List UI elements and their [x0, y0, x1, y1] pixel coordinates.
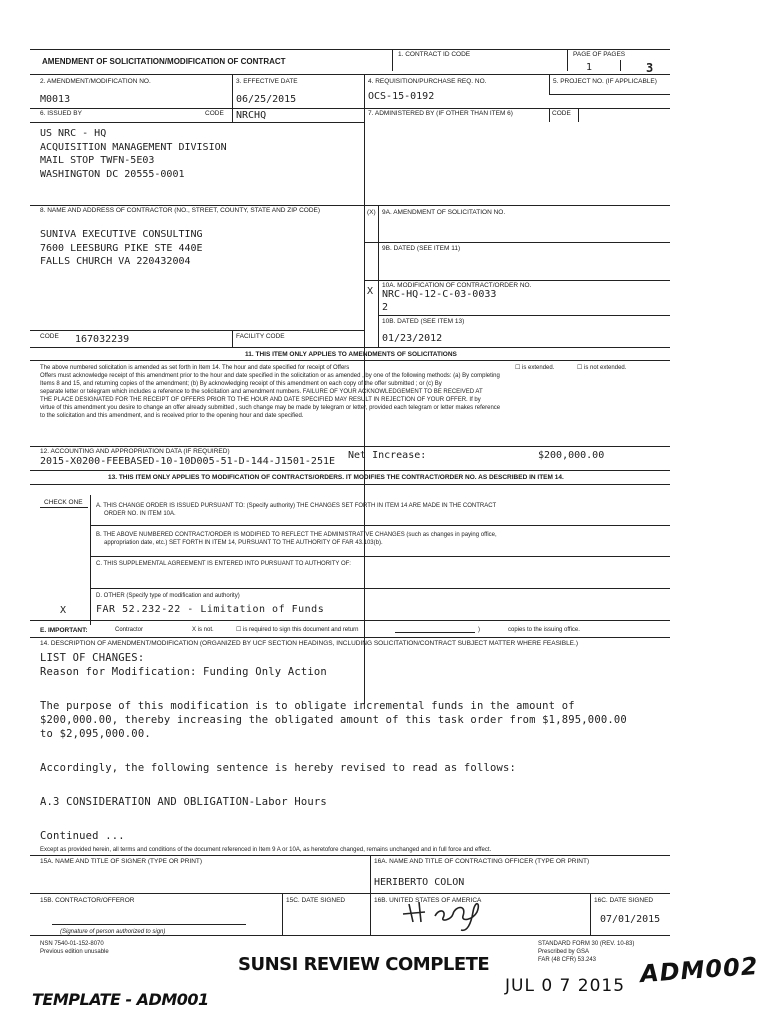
- check-10a: X: [367, 286, 374, 297]
- item13d: D. OTHER (Specify type of modification and authority): [96, 593, 240, 599]
- dated-10b: 01/23/2012: [382, 333, 443, 344]
- important-copies: copies to the issuing office.: [508, 627, 580, 633]
- nsn: NSN 7540-01-152-8070: [40, 941, 104, 947]
- facility-code-label: FACILITY CODE: [236, 333, 285, 340]
- item11-text: The above numbered solicitation is amended as set forth in Item 14. The hour and date specified for receipt of Offers ☐ is extended. ☐ is not extended. Offers must acknowledge receipt of this amendment prior to the hour and date specified in the solicitation or as amended , by one of the following methods: (a) By completing Items 8 and 15, and returning copies of the amendment; (b) By acknowledging receipt of this amendment on each copy of the offer submitted ; or (c) By separate letter or telegram which includes a reference to the solicitation and amendment numbers. FAILURE OF YOUR ACKNOWLEDGEMENT TO BE RECEIVED AT THE PLACE DESIGNATED FOR THE RECEIPT OF OFFERS PRIOR TO THE HOUR AND DATE SPECIFIED MAY RESULT IN REJECTION OF YOUR OFFER. If by virtue of this amendment you desire to change an offer already submitted , such change may be made by telegram or letter, provided each telegram or letter makes reference to the solicitation and this amendment, and is received prior to the opening hour and date specified.: [40, 365, 627, 419]
- x-column-label: (X): [367, 209, 376, 216]
- item14-label: 14. DESCRIPTION OF AMENDMENT/MODIFICATION (ORGANIZED BY UCF SECTION HEADINGS, INCLUDING SOLICITATION/CONTRACT SUBJECT MATTER WHERE FEASIBLE.): [40, 640, 578, 647]
- prescribed-by: Prescribed by GSA: [538, 949, 590, 955]
- mod-contract-no: NRC-HQ-12-C-03-0033: [382, 289, 497, 300]
- important-contractor: Contractor: [115, 627, 144, 633]
- adm-stamp: ADM002: [639, 951, 760, 989]
- officer-signature: [395, 892, 505, 934]
- net-change-amount: $200,000.00: [538, 450, 605, 461]
- previous-edition: Previous edition unusable: [40, 949, 109, 955]
- contractor-offeror-label: 15B. CONTRACTOR/OFFEROR: [40, 897, 135, 904]
- administered-by-label: 7. ADMINISTERED BY (IF OTHER THAN ITEM 6): [368, 110, 513, 117]
- dated-10b-label: 10B. DATED (SEE ITEM 13): [382, 318, 465, 325]
- date-stamp: JUL 0 7 2015: [505, 976, 626, 996]
- form-title: AMENDMENT OF SOLICITATION/MODIFICATION OF CONTRACT: [42, 57, 286, 66]
- amendment-no-label: 2. AMENDMENT/MODIFICATION NO.: [40, 78, 151, 85]
- issued-by-code-label: CODE: [205, 110, 224, 117]
- important-is-required: ☐ is required to sign this document and return: [236, 627, 359, 633]
- sunsi-review-stamp: SUNSI REVIEW COMPLETE: [238, 954, 490, 975]
- requisition-no: OCS-15-0192: [368, 91, 435, 102]
- contractor-code-label: CODE: [40, 333, 59, 340]
- amendment-no: M0013: [40, 94, 71, 105]
- signature-note: (Signature of person authorized to sign): [60, 929, 166, 935]
- important-is-not: X is not.: [192, 627, 214, 633]
- net-change-label: Net Increase:: [348, 450, 427, 461]
- standard-form: STANDARD FORM 30 (REV. 10-83): [538, 941, 635, 947]
- item13-title: 13. THIS ITEM ONLY APPLIES TO MODIFICATION OF CONTRACTS/ORDERS. IT MODIFIES THE CONTRACT/ORDER NO. AS DESCRIBED IN ITEM 14.: [108, 474, 564, 481]
- project-no-label: 5. PROJECT NO. (IF APPLICABLE): [553, 78, 657, 85]
- page-of-pages-label: PAGE OF PAGES: [573, 51, 626, 58]
- date-signed-15c-label: 15C. DATE SIGNED: [286, 897, 346, 904]
- officer-label: 16A. NAME AND TITLE OF CONTRACTING OFFICER (TYPE OR PRINT): [374, 858, 590, 865]
- us-label: 16B. UNITED STATES OF AMERICA: [374, 897, 482, 904]
- accounting-data: 2015-X0200-FEEBASED-10-10D005-51-D-144-J1501-251E: [40, 456, 336, 467]
- item14-description: LIST OF CHANGES: Reason for Modification: Funding Only Action The purpose of this modification is to obligate incremental funds in the amount of $200,000.00, thereby increasing the obligated amount of this task order from $1,895,000.00 to $2,095,000.00. Accordingly, the following sentence is hereby revised to read as follows: A.3 CONSIDERATION AND OBLIGATION-Labor Hours Continued ...: [40, 652, 627, 842]
- far-reference: FAR (48 CFR) 53.243: [538, 957, 597, 963]
- contract-id-label: 1. CONTRACT ID CODE: [398, 51, 471, 58]
- important-label: E. IMPORTANT:: [40, 627, 88, 634]
- contractor-code: 167032239: [75, 334, 130, 345]
- issued-by-label: 6. ISSUED BY: [40, 110, 82, 117]
- date-16c: 07/01/2015: [600, 914, 661, 925]
- amend-solicitation-label: 9A. AMENDMENT OF SOLICITATION NO.: [382, 209, 506, 216]
- requisition-label: 4. REQUISITION/PURCHASE REQ. NO.: [368, 78, 487, 85]
- template-stamp: TEMPLATE - ADM001: [32, 990, 209, 1009]
- check-13d: X: [60, 605, 67, 616]
- total-pages: 3: [646, 61, 654, 75]
- dated-9b-label: 9B. DATED (SEE ITEM 11): [382, 245, 461, 252]
- date-signed-16c-label: 16C. DATE SIGNED: [594, 897, 654, 904]
- signer-label: 15A. NAME AND TITLE OF SIGNER (TYPE OR PRINT): [40, 858, 203, 865]
- page-number: 1: [586, 62, 593, 73]
- item11-title: 11. THIS ITEM ONLY APPLIES TO AMENDMENTS OF SOLICITATIONS: [245, 351, 457, 358]
- contractor-address: SUNIVA EXECUTIVE CONSULTING 7600 LEESBURG PIKE STE 440E FALLS CHURCH VA 220432004: [40, 229, 203, 267]
- item13b: B. THE ABOVE NUMBERED CONTRACT/ORDER IS MODIFIED TO REFLECT THE ADMINISTRATIVE CHANGES (such as changes in paying office, appropriation date, etc.) SET FORTH IN ITEM 14, PURSUANT TO THE AUTHORITY OF FAR 43.103(b).: [96, 532, 497, 546]
- administered-code-label: CODE: [552, 110, 571, 117]
- check-one-label: CHECK ONE: [44, 499, 83, 506]
- mod-contract-label: 10A. MODIFICATION OF CONTRACT/ORDER NO.: [382, 282, 532, 289]
- issued-by-code: NRCHQ: [236, 110, 267, 121]
- item13c: C. THIS SUPPLEMENTAL AGREEMENT IS ENTERED INTO PURSUANT TO AUTHORITY OF:: [96, 561, 351, 567]
- item13a: A. THIS CHANGE ORDER IS ISSUED PURSUANT TO: (Specify authority) THE CHANGES SET FORTH IN ITEM 14 ARE MADE IN THE CONTRACT ORDER NO. IN ITEM 10A.: [96, 503, 497, 517]
- effective-date-label: 3. EFFECTIVE DATE: [236, 78, 298, 85]
- mod-contract-no-2: 2: [382, 302, 389, 313]
- officer-name: HERIBERTO COLON: [374, 877, 465, 888]
- issued-by-address: US NRC - HQ ACQUISITION MANAGEMENT DIVISION MAIL STOP TWFN-5E03 WASHINGTON DC 20555-0001: [40, 128, 227, 180]
- contractor-label: 8. NAME AND ADDRESS OF CONTRACTOR (NO., STREET, COUNTY, STATE AND ZIP CODE): [40, 207, 321, 214]
- item13d-value: FAR 52.232-22 - Limitation of Funds: [96, 604, 325, 615]
- effective-date: 06/25/2015: [236, 94, 297, 105]
- item12-label: 12. ACCOUNTING AND APPROPRIATION DATA (IF REQUIRED): [40, 448, 230, 455]
- except-note: Except as provided herein, all terms and conditions of the document referenced in Item 9 A or 10A, as heretofore changed, remains unchanged and in full force and effect.: [40, 847, 492, 853]
